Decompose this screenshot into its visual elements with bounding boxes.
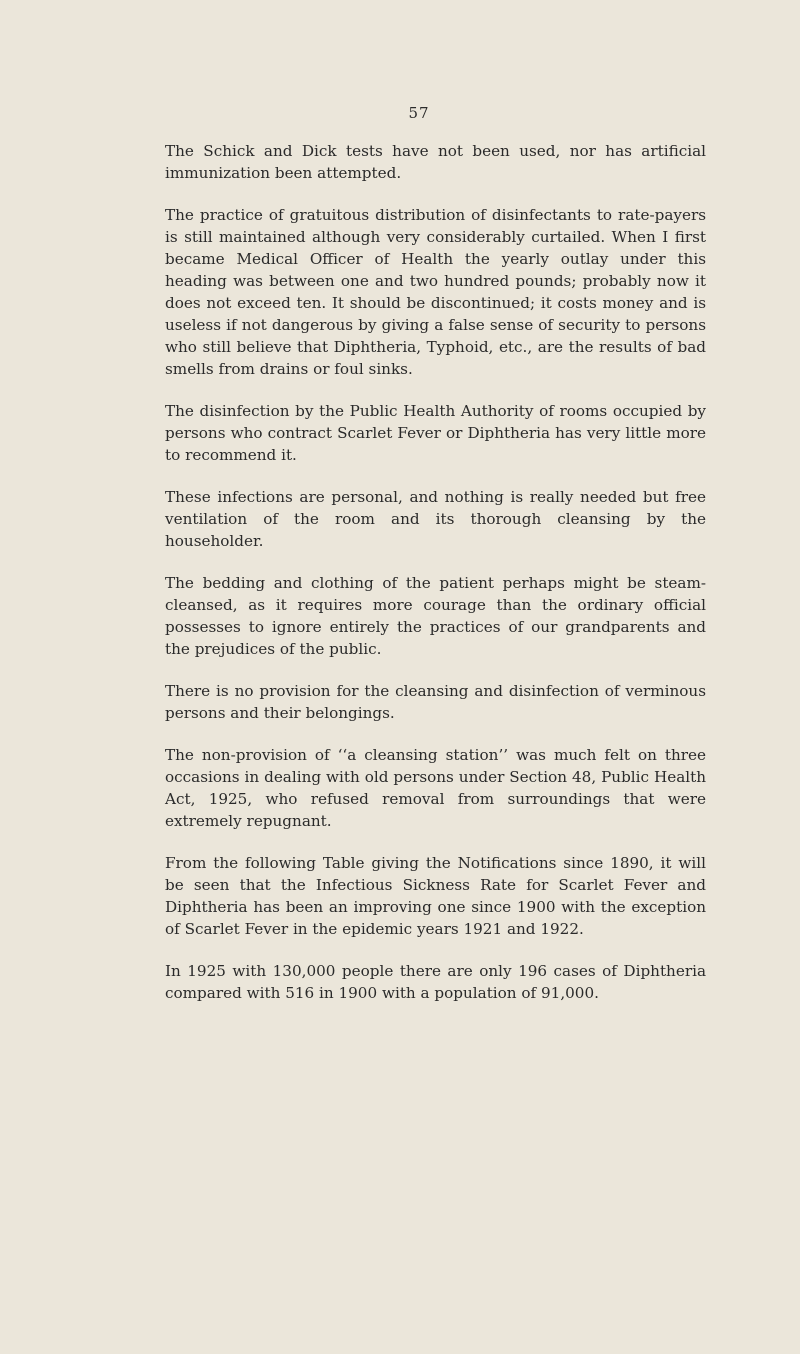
paragraph-cleansing-station: The non-provision of ‘‘a cleansing station’’ was much felt on three occasions in dealing with old persons under Section 48, Public Health Act, 1925, who refused removal from surroundings that were extremely repugnant.: [165, 746, 706, 830]
paragraph-notifications-table: From the following Table giving the Notifications since 1890, it will be seen that the Infectious Sickness Rate for Scarlet Fever and Diphtheria has been an improving one since 1900 with the exception of Scarlet Fever in the epidemic years 1921 and 1922.: [165, 854, 706, 938]
paragraph-disinfectants: The practice of gratuitous distribution of disinfectants to rate-payers is still maintained although very considerably curtailed. When I first became Medical Officer of Health the yearly outlay under this heading was between one and two hundred pounds; probably now it does not exceed ten. It should be discontinued; it costs money and is useless if not dangerous by giving a false sense of security to persons who still believe that Diphtheria, Typhoid, etc., are the results of bad smells from drains or foul sinks.: [165, 206, 706, 378]
paragraph-diphtheria-cases: In 1925 with 130,000 people there are only 196 cases of Diphtheria compared with 516 in 1900 with a population of 91,000.: [165, 962, 706, 1002]
body-text: [165, 140, 706, 1024]
paragraph-bedding: The bedding and clothing of the patient perhaps might be steam-cleansed, as it requires more courage than the ordinary official possesses to ignore entirely the practices of our grandparents and the prejudices of the public.: [165, 574, 706, 658]
paragraph-personal-infections: These infections are personal, and nothing is really needed but free ventilation of the room and its thorough cleansing by the householder.: [165, 488, 706, 550]
paragraph-room-disinfection: The disinfection by the Public Health Authority of rooms occupied by persons who contract Scarlet Fever or Diphtheria has very little more to recommend it.: [165, 402, 706, 464]
paragraph-verminous-persons: There is no provision for the cleansing and disinfection of verminous persons and their belongings.: [165, 682, 706, 722]
page-number: 57: [408, 104, 430, 122]
paragraph-immunization: The Schick and Dick tests have not been used, nor has artificial immunization been attempted.: [165, 142, 706, 182]
